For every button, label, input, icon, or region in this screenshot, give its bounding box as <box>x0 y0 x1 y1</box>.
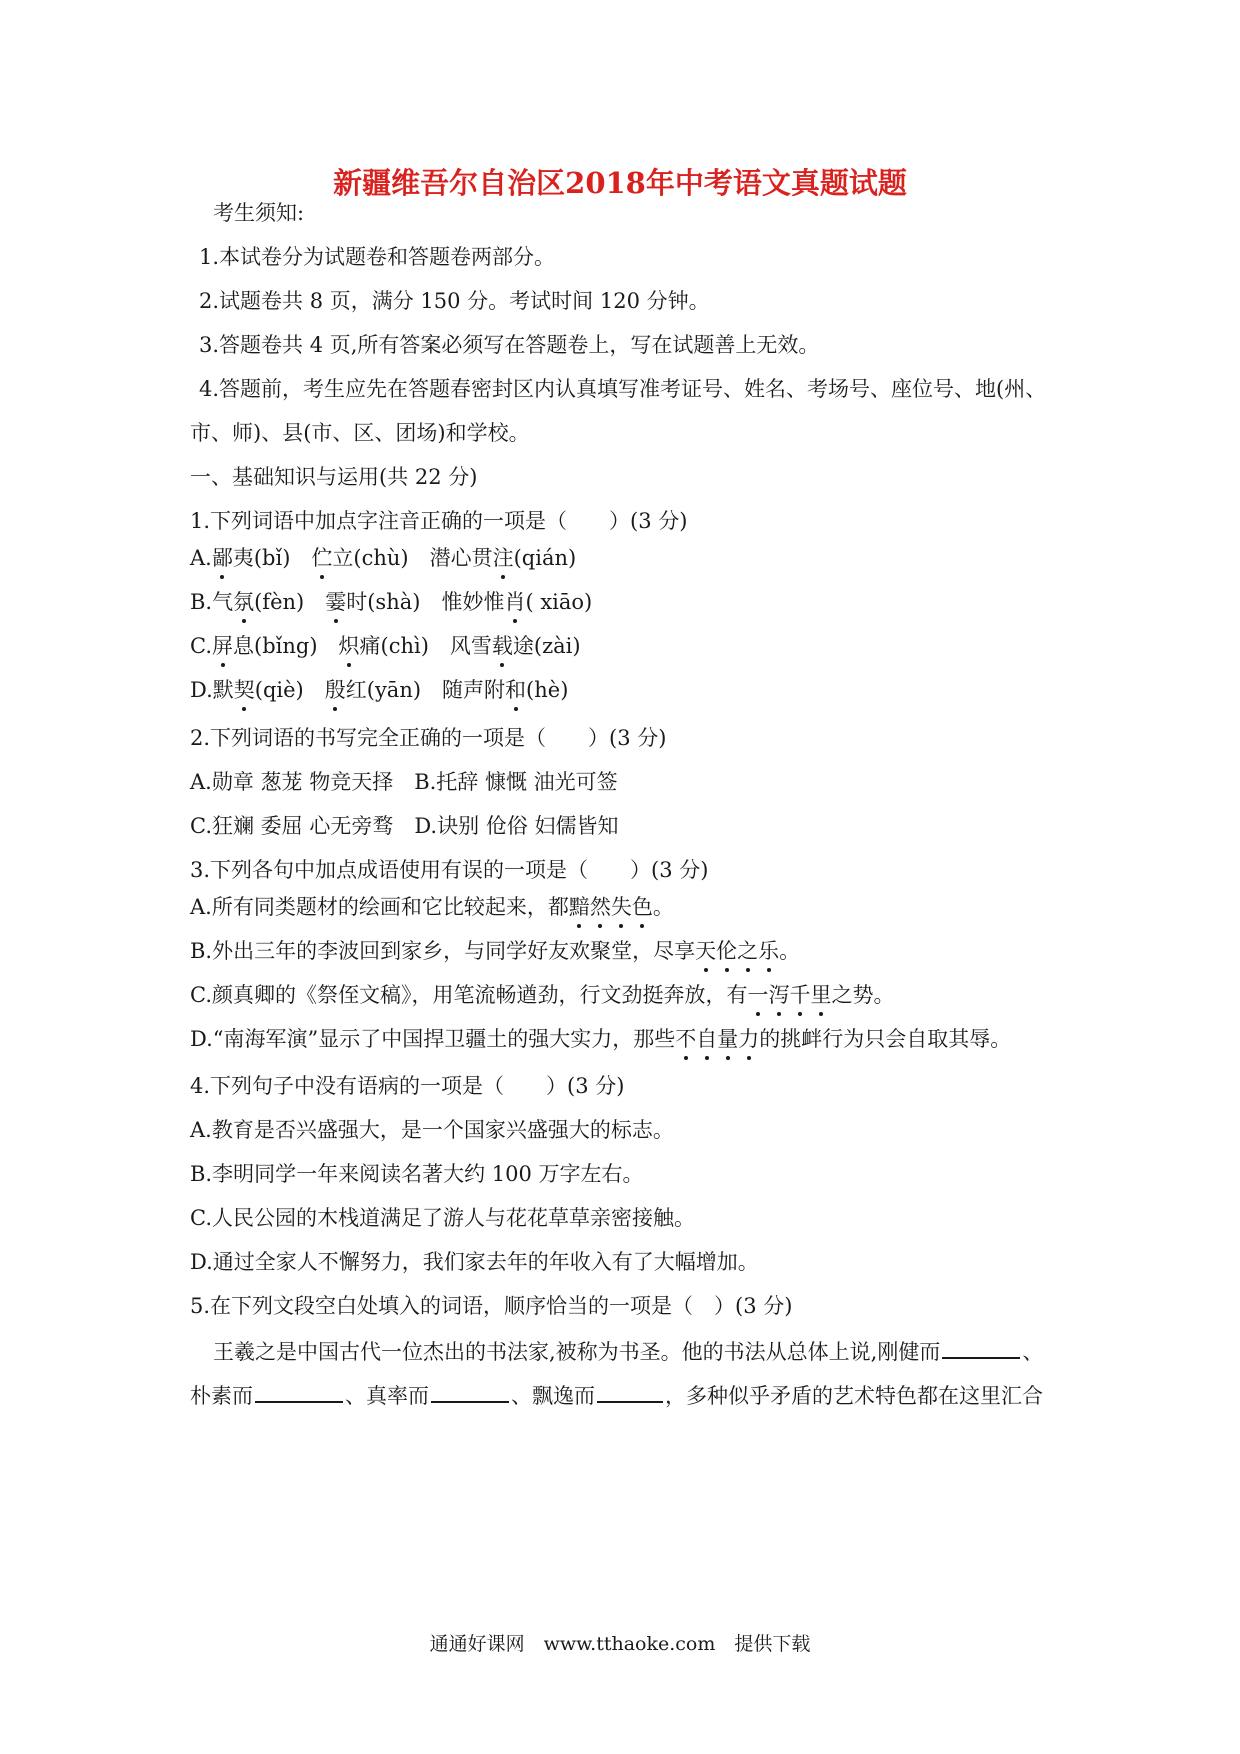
section-heading: 一、基础知识与运用(共 22 分) <box>190 465 478 489</box>
question-3-option-b <box>190 936 1090 966</box>
option-label: D. <box>190 678 213 702</box>
question-1-option-d <box>190 675 1090 705</box>
option-text: 潜心贯 <box>429 546 493 570</box>
dotted-char: 千 <box>790 980 811 1010</box>
fill-blank[interactable] <box>431 1379 509 1403</box>
option-text: 气 <box>212 590 234 614</box>
question-2-options-ab: A.勋章 葱茏 物竞天择 B.托辞 慷慨 油光可签 <box>190 770 618 794</box>
option-text: ( xiāo) <box>525 590 593 614</box>
question-5-passage-line-2 <box>190 1379 1090 1411</box>
option-text: 时(shà) <box>346 590 442 614</box>
option-text: 随声附 <box>442 678 506 702</box>
question-2-stem: 2.下列词语的书写完全正确的一项是（ ）(3 分) <box>190 726 667 750</box>
dotted-char: 黯 <box>569 892 590 922</box>
dotted-char: 氛 <box>233 587 254 617</box>
fill-blank[interactable] <box>942 1335 1020 1359</box>
question-3-option-c <box>190 980 1090 1010</box>
option-text: 途(zài) <box>512 634 581 658</box>
page-title: 新疆维吾尔自治区2018年中考语文真题试题 <box>333 166 907 200</box>
option-label: C. <box>190 634 212 658</box>
option-text: 风雪 <box>449 634 492 658</box>
notice-item-4: 4.答题前，考生应先在答题春密封区内认真填写准考证号、姓名、考场号、座位号、地(州、 <box>199 377 1047 401</box>
page-footer: 通通好课网 www.tthaoke.com 提供下载 <box>429 1633 811 1655</box>
option-text: 默 <box>212 678 234 702</box>
dotted-char: 炽 <box>339 631 360 661</box>
question-1-option-a <box>190 543 1090 573</box>
option-text: 。 <box>779 939 801 963</box>
dotted-char: 泻 <box>769 980 790 1010</box>
dotted-char: 载 <box>492 631 513 661</box>
question-4-option-a: A.教育是否兴盛强大，是一个国家兴盛强大的标志。 <box>190 1118 674 1142</box>
dotted-char: 霎 <box>325 587 346 617</box>
dotted-char: 一 <box>748 980 769 1010</box>
dotted-char: 肖 <box>504 587 525 617</box>
question-5-stem: 5.在下列文段空白处填入的词语，顺序恰当的一项是（ ）(3 分) <box>190 1294 793 1318</box>
notice-item-4-cont: 市、师)、县(市、区、团场)和学校。 <box>190 421 530 445</box>
question-1-stem: 1.下列词语中加点字注音正确的一项是（ ）(3 分) <box>190 509 688 533</box>
passage-text: 、 <box>1022 1340 1044 1364</box>
question-3-option-d <box>190 1024 1090 1054</box>
dotted-char: 注 <box>493 543 514 573</box>
question-4-option-c: C.人民公园的木栈道满足了游人与花花草草亲密接触。 <box>190 1206 695 1230</box>
notice-item-3: 3.答题卷共 4 页,所有答案必须写在答题卷上，写在试题善上无效。 <box>199 333 820 357</box>
question-2-options-cd: C.狂斓 委屈 心无旁骛 D.诀别 伧俗 妇儒皆知 <box>190 814 619 838</box>
dotted-char: 屏 <box>212 631 233 661</box>
option-text: 红(yān) <box>345 678 443 702</box>
dotted-char: 之 <box>737 936 758 966</box>
option-text: 立(chù) <box>332 546 430 570</box>
passage-text: 王羲之是中国古代一位杰出的书法家,被称为书圣。他的书法从总体上说,刚健而 <box>213 1340 941 1364</box>
option-text: 的挑衅行为只会自取其辱。 <box>759 1027 1012 1051</box>
dotted-char: 失 <box>611 892 632 922</box>
option-text: B.外出三年的李波回到家乡，与同学好友欢聚堂，尽享 <box>190 939 696 963</box>
dotted-char: 自 <box>696 1024 717 1054</box>
question-3-stem: 3.下列各句中加点成语使用有误的一项是（ ）(3 分) <box>190 858 709 882</box>
option-text: (qiè) <box>254 678 325 702</box>
fill-blank[interactable] <box>597 1379 663 1403</box>
notice-item-1: 1.本试卷分为试题卷和答题卷两部分。 <box>199 245 556 269</box>
dotted-char: 不 <box>675 1024 696 1054</box>
question-1-option-b <box>190 587 1090 617</box>
option-text: A.所有同类题材的绘画和它比较起来，都 <box>190 895 569 919</box>
dotted-char: 色 <box>632 892 653 922</box>
option-text: 夷(bǐ) <box>232 546 312 570</box>
fill-blank[interactable] <box>255 1379 343 1403</box>
option-text: (qián) <box>513 546 577 570</box>
dotted-char: 契 <box>234 675 255 705</box>
question-4-stem: 4.下列句子中没有语病的一项是（ ）(3 分) <box>190 1074 625 1098</box>
passage-text: 、真率而 <box>345 1384 429 1408</box>
option-label: A. <box>190 546 212 570</box>
dotted-char: 力 <box>738 1024 759 1054</box>
dotted-char: 伫 <box>311 543 332 573</box>
dotted-char: 然 <box>590 892 611 922</box>
question-3-option-a <box>190 892 1090 922</box>
question-1-option-c <box>190 631 1090 661</box>
notice-heading: 考生须知: <box>213 201 305 225</box>
dotted-char: 乐 <box>758 936 779 966</box>
dotted-char: 量 <box>717 1024 738 1054</box>
notice-item-2: 2.试题卷共 8 页，满分 150 分。考试时间 120 分钟。 <box>199 289 710 313</box>
dotted-char: 里 <box>811 980 832 1010</box>
dotted-char: 鄙 <box>212 543 233 573</box>
option-text: D.“南海军演”显示了中国捍卫疆土的强大实力，那些 <box>190 1027 676 1051</box>
option-text: 。 <box>652 895 674 919</box>
option-label: B. <box>190 590 213 614</box>
option-text: 痛(chì) <box>359 634 450 658</box>
option-text: 之势。 <box>831 983 895 1007</box>
question-5-passage-line-1 <box>213 1335 1090 1367</box>
option-text: C.颜真卿的《祭侄文稿》，用笔流畅遒劲，行文劲挺奔放，有 <box>190 983 748 1007</box>
dotted-char: 天 <box>695 936 716 966</box>
option-text: (fèn) <box>254 590 326 614</box>
passage-text: 朴素而 <box>190 1384 253 1408</box>
option-text: 惟妙惟 <box>441 590 505 614</box>
dotted-char: 殷 <box>325 675 346 705</box>
option-text: (hè) <box>526 678 569 702</box>
dotted-char: 伦 <box>716 936 737 966</box>
dotted-char: 和 <box>505 675 526 705</box>
passage-text: 、飘逸而 <box>511 1384 595 1408</box>
question-4-option-d: D.通过全家人不懈努力，我们家去年的年收入有了大幅增加。 <box>190 1250 759 1274</box>
question-4-option-b: B.李明同学一年来阅读名著大约 100 万字左右。 <box>190 1162 644 1186</box>
option-text: 息(bǐng) <box>233 634 339 658</box>
passage-text: ，多种似乎矛盾的艺术特色都在这里汇合 <box>665 1384 1043 1408</box>
